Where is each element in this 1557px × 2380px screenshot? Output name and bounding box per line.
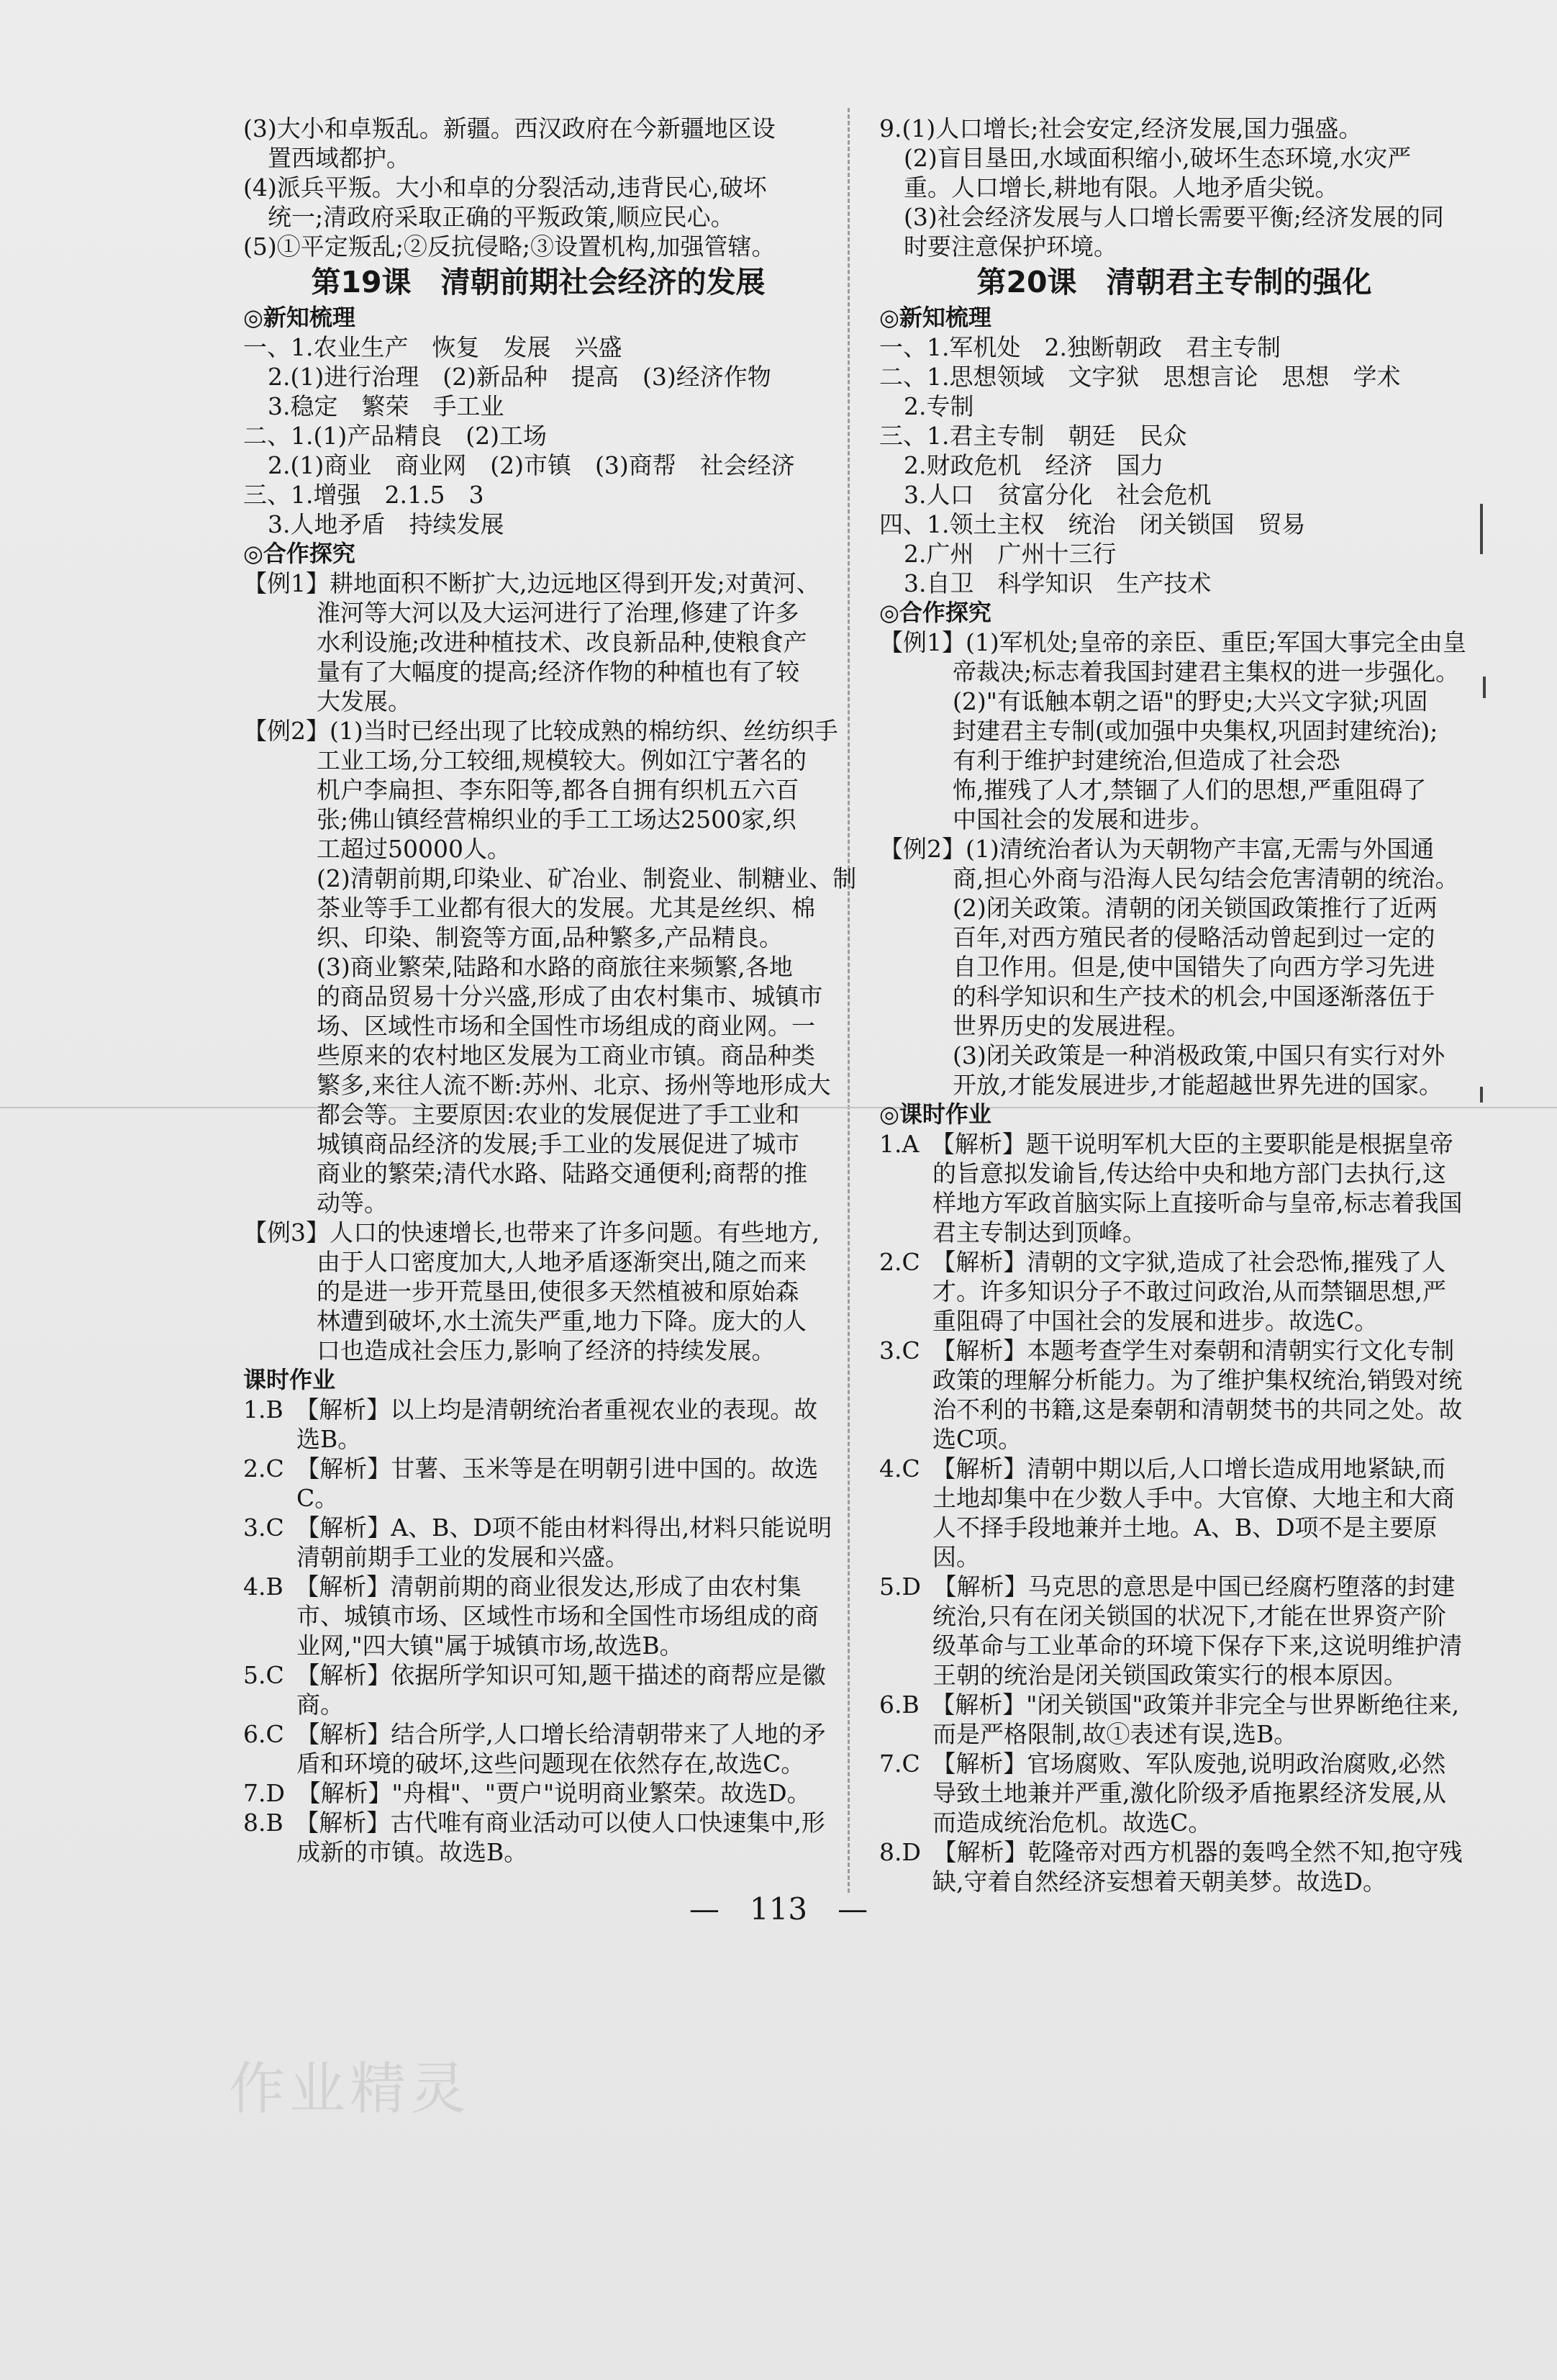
homework-list — [879, 1129, 1469, 1896]
explore-line: 林遭到破坏,水土流失严重,地力下降。庞大的人 — [317, 1307, 807, 1335]
review-line: 3.人地矛盾 持续发展 — [268, 510, 504, 538]
explore-line: 帝裁决;标志着我国封建君主集权的进一步强化。 — [953, 658, 1460, 686]
section-cooperative-inquiry: ◎合作探究 — [879, 599, 991, 626]
homework-item: 3.C 【解析】本题考查学生对秦朝和清朝实行文化专制政策的理解分析能力。为了维护集权统治,销毁对统治不利的书籍,这是秦朝和清朝焚书的共同之处。故选C项。 — [879, 1336, 1463, 1453]
answer-block-q9 — [879, 114, 1469, 261]
watermark-logo: 作业精灵 — [229, 2057, 471, 2122]
scan-mark — [1483, 677, 1486, 698]
explore-line: 【例2】(1)清统治者认为天朝物产丰富,无需与外国通 — [879, 835, 1435, 863]
section-homework: 课时作业 — [243, 1366, 336, 1393]
review-line: 2.专制 — [904, 392, 974, 420]
explore-line: 【例1】(1)军机处;皇帝的亲臣、重臣;军国大事完全由皇 — [879, 628, 1466, 656]
answer-line: (2)盲目垦田,水域面积缩小,破坏生态环境,水灾严 — [904, 144, 1412, 172]
answer-line: (3)社会经济发展与人口增长需要平衡;经济发展的同 — [904, 203, 1444, 231]
explore-line: 有利于维护封建统治,但造成了社会恐 — [953, 746, 1340, 774]
homework-item: 1.A 【解析】题干说明军机大臣的主要职能是根据皇帝的旨意拟发谕旨,传达给中央和地方部门去执行,这样地方军政首脑实际上直接听命与皇帝,标志着我国君主专制达到顶峰。 — [879, 1130, 1463, 1246]
homework-item: 3.C 【解析】A、B、D项不能由材料得出,材料只能说明清朝前期手工业的发展和兴盛。 — [243, 1513, 832, 1571]
explore-line: 动等。 — [317, 1189, 388, 1217]
explore-line: 茶业等手工业都有很大的发展。尤其是丝织、棉 — [317, 894, 815, 922]
homework-item: 8.B 【解析】古代唯有商业活动可以使人口快速集中,形成新的市镇。故选B。 — [243, 1809, 825, 1866]
explore-line: 织、印染、制瓷等方面,品种繁多,产品精良。 — [317, 923, 783, 951]
explore-line: 【例2】(1)当时已经出现了比较成熟的棉纺织、丝纺织手 — [243, 717, 838, 745]
left-column — [243, 114, 857, 1867]
review-line: 三、1.增强 2.1.5 3 — [243, 481, 484, 509]
scan-mark — [1480, 504, 1483, 554]
explore-line: 的是进一步开荒垦田,使很多天然植被和原始森 — [317, 1277, 799, 1306]
explore-line: 水利设施;改进种植技术、改良新品种,使粮食产 — [317, 628, 807, 656]
homework-item: 8.D 【解析】乾隆帝对西方机器的轰鸣全然不知,抱守残缺,守着自然经济妄想着天朝美梦。故选D。 — [879, 1838, 1463, 1896]
review-line: 3.自卫 科学知识 生产技术 — [904, 569, 1212, 597]
answer-line: 时要注意保护环境。 — [904, 232, 1117, 261]
review-list — [243, 332, 833, 539]
answer-line: 重。人口增长,耕地有限。人地矛盾尖锐。 — [904, 173, 1339, 202]
homework-item: 2.C 【解析】清朝的文字狱,造成了社会恐怖,摧残了人才。许多知识分子不敢过问政治,从而禁锢思想,严重阻碍了中国社会的发展和进步。故选C。 — [879, 1248, 1446, 1335]
review-line: 2.财政危机 经济 国力 — [904, 451, 1164, 479]
homework-item: 4.B 【解析】清朝前期的商业很发达,形成了由农村集市、城镇市场、区域性市场和全国性市场组成的商业网,"四大镇"属于城镇市场,故选B。 — [243, 1573, 819, 1660]
explore-line: 的商品贸易十分兴盛,形成了由农村集市、城镇市 — [317, 982, 823, 1010]
section-homework: ◎课时作业 — [879, 1100, 991, 1128]
homework-item: 7.C 【解析】官场腐败、军队废弛,说明政治腐败,必然导致土地兼并严重,激化阶级矛盾拖累经济发展,从而造成统治危机。故选C。 — [879, 1750, 1446, 1837]
review-line: 3.稳定 繁荣 手工业 — [268, 392, 504, 420]
column-divider — [848, 108, 850, 1893]
explore-line: 商业的繁荣;清代水路、陆路交通便利;商帮的推 — [317, 1159, 808, 1187]
explore-list — [879, 628, 1469, 1100]
explore-line: 大发展。 — [317, 687, 412, 715]
explore-line: 口也造成社会压力,影响了经济的持续发展。 — [317, 1336, 776, 1365]
homework-item: 5.D 【解析】马克思的意思是中国已经腐朽堕落的封建统治,只有在闭关锁国的状况下,才能在世界资产阶级革命与工业革命的环境下保存下来,这说明维护清王朝的统治是闭关锁国政策实行的根本原因。 — [879, 1573, 1463, 1689]
review-line: 一、1.农业生产 恢复 发展 兴盛 — [243, 333, 622, 361]
homework-item: 2.C 【解析】甘薯、玉米等是在明朝引进中国的。故选C。 — [243, 1454, 819, 1512]
explore-line: 【例1】耕地面积不断扩大,边远地区得到开发;对黄河、 — [243, 569, 820, 597]
explore-line: 工业工场,分工较细,规模较大。例如江宁著名的 — [317, 746, 807, 774]
explore-line: 量有了大幅度的提高;经济作物的种植也有了较 — [317, 658, 800, 686]
page-number: — 113 — — [689, 1891, 868, 1927]
review-line: 二、1.(1)产品精良 (2)工场 — [243, 422, 547, 450]
section-new-knowledge: ◎新知梳理 — [243, 304, 355, 331]
explore-line: 开放,才能发展进步,才能超越世界先进的国家。 — [953, 1071, 1443, 1099]
homework-list — [243, 1395, 833, 1867]
explore-line: 中国社会的发展和进步。 — [953, 805, 1214, 833]
homework-item: 5.C 【解析】依据所学知识可知,题干描述的商帮应是徽商。 — [243, 1661, 826, 1719]
answer-line: 统一;清政府采取正确的平叛政策,顺应民心。 — [268, 203, 735, 231]
answer-line: (5)①平定叛乱;②反抗侵略;③设置机构,加强管辖。 — [243, 232, 776, 261]
lesson-20-title: 第20课 清朝君主专制的强化 — [976, 265, 1372, 299]
lesson-19-title: 第19课 清朝前期社会经济的发展 — [311, 265, 766, 299]
homework-item: 4.C 【解析】清朝中期以后,人口增长造成用地紧缺,而土地却集中在少数人手中。大官僚、大地主和大商人不择手段地兼并土地。A、B、D项不是主要原因。 — [879, 1454, 1455, 1571]
scan-mark — [1480, 1087, 1483, 1103]
review-list — [879, 332, 1469, 598]
explore-line: 世界历史的发展进程。 — [953, 1012, 1190, 1040]
explore-list — [243, 569, 857, 1365]
explore-line: 张;佛山镇经营棉织业的手工工场达2500家,织 — [317, 805, 796, 833]
answer-line: (3)大小和卓叛乱。新疆。西汉政府在今新疆地区设 — [243, 114, 776, 142]
review-line: 3.人口 贫富分化 社会危机 — [904, 481, 1212, 509]
explore-line: 百年,对西方殖民者的侵略活动曾起到过一定的 — [953, 923, 1435, 951]
explore-line: 商,担心外商与沿海人民勾结会危害清朝的统治。 — [953, 864, 1459, 892]
explore-line: (2)闭关政策。清朝的闭关锁国政策推行了近两 — [953, 894, 1438, 922]
explore-line: 工超过50000人。 — [317, 835, 511, 863]
homework-item: 6.C 【解析】结合所学,人口增长给清朝带来了人地的矛盾和环境的破坏,这些问题现在依然存在,故选C。 — [243, 1720, 826, 1778]
explore-line: 场、区域性市场和全国性市场组成的商业网。一 — [317, 1012, 815, 1040]
explore-line: 些原来的农村地区发展为工商业市镇。商品种类 — [317, 1041, 815, 1069]
explore-line: 都会等。主要原因:农业的发展促进了手工业和 — [317, 1100, 800, 1128]
review-line: 四、1.领土主权 统治 闭关锁国 贸易 — [879, 510, 1306, 538]
explore-line: 自卫作用。但是,使中国错失了向西方学习先进 — [953, 953, 1435, 981]
right-column — [879, 114, 1469, 1896]
explore-line: 淮河等大河以及大运河进行了治理,修建了许多 — [317, 599, 799, 627]
explore-line: 城镇商品经济的发展;手工业的发展促进了城市 — [317, 1130, 800, 1158]
explore-line: (3)闭关政策是一种消极政策,中国只有实行对外 — [953, 1041, 1445, 1069]
section-cooperative-inquiry: ◎合作探究 — [243, 540, 355, 567]
explore-line: 封建君主专制(或加强中央集权,巩固封建统治); — [953, 717, 1438, 745]
homework-item: 1.B 【解析】以上均是清朝统治者重视农业的表现。故选B。 — [243, 1395, 818, 1453]
homework-item: 7.D 【解析】"舟楫"、"贾户"说明商业繁荣。故选D。 — [243, 1779, 811, 1807]
explore-line: 【例3】人口的快速增长,也带来了许多问题。有些地方, — [243, 1218, 820, 1246]
answer-line: 置西域都护。 — [268, 144, 410, 172]
answer-block-prev — [243, 114, 833, 261]
explore-line: (2)清朝前期,印染业、矿冶业、制瓷业、制糖业、制 — [317, 864, 857, 892]
explore-line: 由于人口密度加大,人地矛盾逐渐突出,随之而来 — [317, 1248, 807, 1276]
section-new-knowledge: ◎新知梳理 — [879, 304, 991, 331]
explore-line: (3)商业繁荣,陆路和水路的商旅往来频繁,各地 — [317, 953, 793, 981]
review-line: 三、1.君主专制 朝廷 民众 — [879, 422, 1187, 450]
answer-line: (4)派兵平叛。大小和卓的分裂活动,违背民心,破坏 — [243, 173, 767, 202]
answer-line: 9.(1)人口增长;社会安定,经济发展,国力强盛。 — [879, 114, 1363, 142]
review-line: 2.(1)商业 商业网 (2)市镇 (3)商帮 社会经济 — [268, 451, 795, 479]
explore-line: 的科学知识和生产技术的机会,中国逐渐落伍于 — [953, 982, 1435, 1010]
explore-line: 繁多,来往人流不断:苏州、北京、扬州等地形成大 — [317, 1071, 831, 1099]
review-line: 2.(1)进行治理 (2)新品种 提高 (3)经济作物 — [268, 363, 771, 391]
review-line: 二、1.思想领域 文字狱 思想言论 思想 学术 — [879, 363, 1401, 391]
explore-line: (2)"有诋触本朝之语"的野史;大兴文字狱;巩固 — [953, 687, 1428, 715]
review-line: 一、1.军机处 2.独断朝政 君主专制 — [879, 333, 1281, 361]
explore-line: 机户李扁担、李东阳等,都各自拥有织机五六百 — [317, 776, 799, 804]
homework-item: 6.B 【解析】"闭关锁国"政策并非完全与世界断绝往来,而是严格限制,故①表述有误,选B。 — [879, 1691, 1460, 1748]
review-line: 2.广州 广州十三行 — [904, 540, 1117, 568]
explore-line: 怖,摧残了人才,禁锢了人们的思想,严重阻碍了 — [953, 776, 1427, 804]
